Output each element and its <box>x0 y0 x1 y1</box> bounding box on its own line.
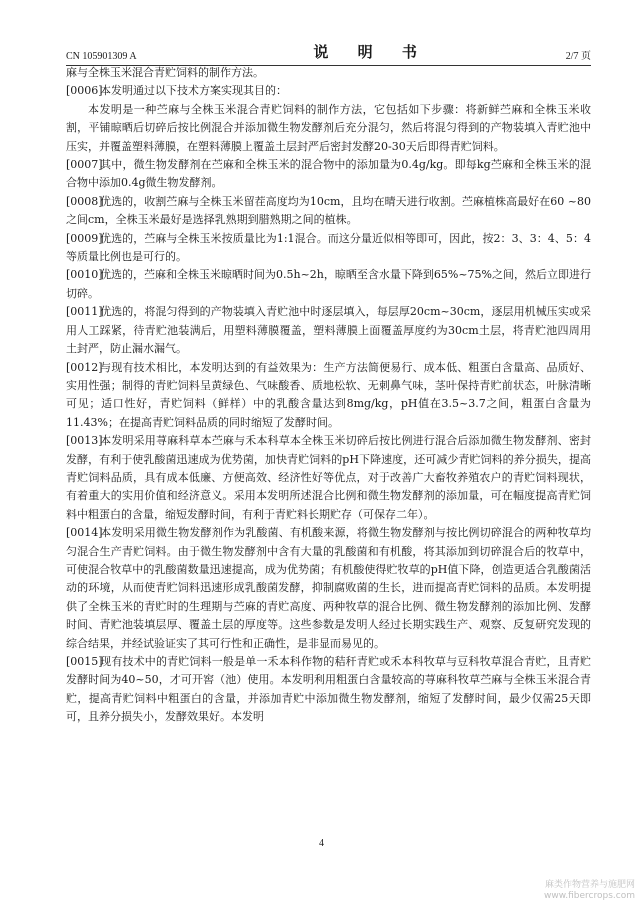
paragraph-text: 麻与全株玉米混合青贮饲料的制作方法。 <box>66 66 264 79</box>
page-header <box>66 40 591 66</box>
page-fraction: 2/7 页 <box>565 51 591 62</box>
paragraph <box>66 156 591 193</box>
paragraph-number: [0009] <box>66 231 103 245</box>
paragraph-number: [0011] <box>66 305 103 319</box>
doc-number: CN 105901309 A <box>66 51 137 62</box>
paragraph <box>66 101 591 156</box>
paragraph-text: 本发明通过以下技术方案实现其目的： <box>100 84 287 98</box>
paragraph-text: 本发明采用荨麻科草本苎麻与禾本科草本全株玉米切碎后按比例进行混合后添加微生物发酵剂、密封发酵，有利于使乳酸菌迅速成为优势菌，加快青贮饲料的pH下降速度，还可减少青贮饲料的养分损失，提高青贮饲料品质，具有成本低廉、方便高效、经济性好等优点，对于改善广大畜牧养殖农户的青贮饲料现状，有着重大的实用价值和经济意义。采用本发明所述混合比例和微生物发酵剂的添加量，可在幅度提高青贮饲料中粗蛋白的含量，缩短发酵时间，有利于青贮料长期贮存（可保存二年）。 <box>66 434 591 521</box>
paragraph <box>66 524 591 653</box>
paragraph <box>66 193 591 230</box>
paragraph-number: [0013] <box>66 434 103 448</box>
paragraph <box>66 230 591 267</box>
paragraph-text: 本发明采用微生物发酵剂作为乳酸菌、有机酸来源，将微生物发酵剂与按比例切碎混合的两种牧草均匀混合生产青贮饲料。由于微生物发酵剂中含有大量的乳酸菌和有机酸，将其添加到切碎混合后的牧草中，可使混合牧草中的乳酸菌数量迅速提高，成为优势菌；有机酸使得贮牧草的pH值下降，创造更适合乳酸菌活动的环境，从而使青贮饲料迅速形成乳酸菌发酵，抑制腐败菌的生长，进而提高青贮饲料的品质。本发明提供了全株玉米的青贮时的生理期与苎麻的青贮高度、两种牧草的混合比例、微生物发酵剂的添加比例、发酵时间、青贮池装填层厚、覆盖土层的厚度等。这些参数是发明人经过长期实践生产、观察、反复研究发现的综合结果，并经试验证实了其可行性和正确性，是非显而易见的。 <box>66 526 591 650</box>
watermark-title: 麻类作物营养与施肥网 <box>544 880 635 890</box>
paragraph-number: [0007] <box>66 158 103 172</box>
paragraph <box>66 82 591 100</box>
watermark-url: www.fibercrops.com <box>544 891 635 901</box>
paragraph-number: [0010] <box>66 268 103 282</box>
paragraph-text: 本发明是一种苎麻与全株玉米混合青贮饲料的制作方法，它包括如下步骤：将新鲜苎麻和全株玉米收割，平铺晾晒后切碎后按比例混合并添加微生物发酵剂后充分混匀，然后将混匀得到的产物装填入青贮池中压实，并覆盖塑料薄膜，在塑料薄膜上覆盖土层封严后密封发酵20-30天后即得青贮饲料。 <box>66 102 591 153</box>
paragraph-number: [0015] <box>66 655 103 668</box>
paragraph-text: 其中，微生物发酵剂在苎麻和全株玉米的混合物中的添加量为0.4g/kg。即每kg苎麻和全株玉米的混合物中添加0.4g微生物发酵剂。 <box>66 158 591 190</box>
paragraph <box>66 303 591 358</box>
page-number: 4 <box>319 838 324 849</box>
paragraph-text: 优选的，苎麻与全株玉米按质量比为1:1混合。而这分量近似相等即可，因此，按2：3、3：4、5：4等质量比例也是可行的。 <box>66 231 591 264</box>
document-body <box>66 64 591 727</box>
paragraph-number: [0014] <box>66 526 103 540</box>
paragraph <box>66 266 591 303</box>
paragraph-number: [0012] <box>66 360 103 374</box>
watermark <box>544 880 635 902</box>
paragraph-text: 与现有技术相比，本发明达到的有益效果为：生产方法简便易行、成本低、粗蛋白含量高、品质好、实用性强；制得的青贮饲料呈黄绿色、气味酸香、质地松软、无刺鼻气味，茎叶保持青贮前状态，叶脉清晰可见；适口性好，青贮饲料（鲜样）中的乳酸含量达到8mg/kg，pH值在3.5~3.7之间，粗蛋白含量为11.43%；在提高青贮饲料品质的同时缩短了发酵时间。 <box>66 360 591 429</box>
paragraph-number: [0006] <box>66 84 103 98</box>
paragraph <box>66 653 591 727</box>
paragraph-text: 优选的，收割苎麻与全株玉米留茬高度均为10cm，且均在晴天进行收割。苎麻植株高最好在60 ~80之间cm，全株玉米最好是选择乳熟期到腊熟期之间的植株。 <box>66 194 591 227</box>
paragraph-number: [0008] <box>66 194 103 208</box>
paragraph <box>66 432 591 524</box>
paragraph-text: 现有技术中的青贮饲料一般是单一禾本科作物的秸秆青贮或禾本科牧草与豆科牧草混合青贮，且青贮发酵时间为40~50，才可开窖（池）使用。本发明利用粗蛋白含量较高的荨麻科牧草苎麻与全株玉米混合青贮，提高青贮饲料中粗蛋白的含量，并添加青贮中添加微生物发酵剂，缩短了发酵时间，最少仅需25天即可，且养分损失小，发酵效果好。本发明 <box>66 655 591 724</box>
paragraph-text: 优选的，苎麻和全株玉米晾晒时间为0.5h~2h，晾晒至含水量下降到65%~75%之间，然后立即进行切碎。 <box>66 268 591 300</box>
paragraph-text: 优选的，将混匀得到的产物装填入青贮池中时逐层填入，每层厚20cm~30cm，逐层用机械压实或采用人工踩紧，待青贮池装满后，用塑料薄膜覆盖，塑料薄膜上面覆盖厚度约为30cm土层，将青贮池四周用土封严，防止漏水漏气。 <box>66 305 591 356</box>
doc-title: 说 明 书 <box>313 43 429 61</box>
paragraph <box>66 359 591 433</box>
paragraph <box>66 64 591 82</box>
